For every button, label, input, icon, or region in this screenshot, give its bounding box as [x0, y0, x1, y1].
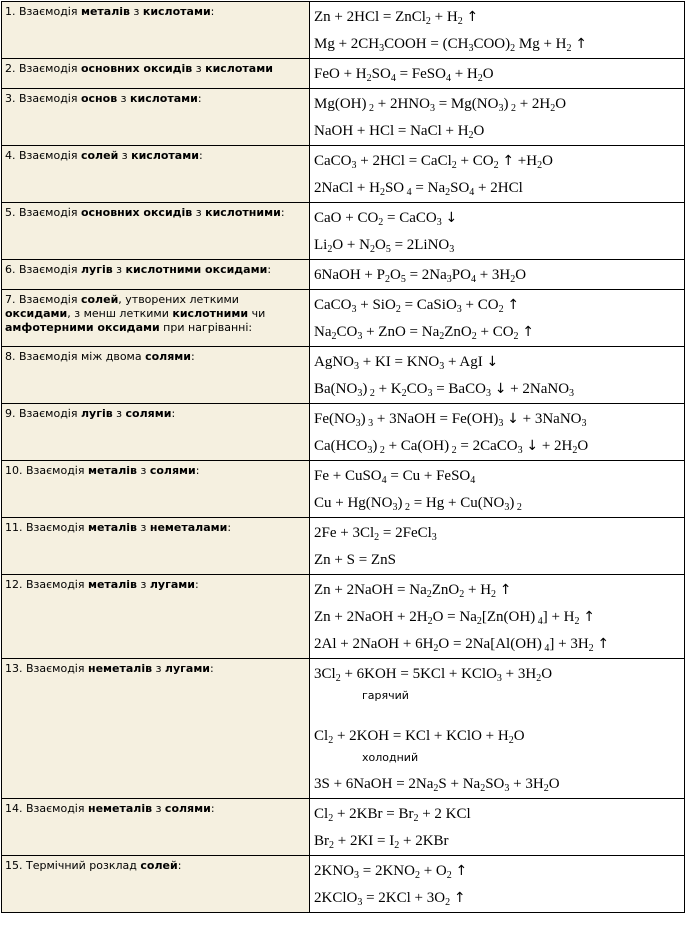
label-text: 9. Взаємодія	[5, 407, 81, 420]
reaction-type-label	[2, 2, 310, 59]
label-text: :	[171, 407, 176, 420]
equation: $Br_2 + 2KI = I_2 + 2KBr$	[314, 833, 449, 851]
label-bold-term: кислотами	[142, 5, 211, 18]
label-bold-term: основ	[80, 92, 118, 105]
label-text: з	[152, 802, 165, 815]
label-bold-term: лугів	[80, 263, 113, 276]
label-text: 6. Взаємодія	[5, 263, 81, 276]
reactions-table-body	[2, 2, 685, 913]
spacer	[314, 709, 680, 723]
equation: 2NaCl + $H_2SO$ $_4 = Na_2SO_4 + 2HCl$	[314, 180, 523, 198]
reaction-type-label	[2, 856, 310, 913]
equations-cell	[310, 659, 685, 799]
label-text: з	[118, 149, 132, 162]
label-bold-term: солей	[80, 149, 119, 162]
gas-arrow-up-icon: ↑	[502, 153, 515, 169]
precipitate-arrow-down-icon: ↓	[494, 381, 507, 397]
label-text: :	[191, 350, 195, 363]
table-row	[2, 575, 685, 659]
label-text: :	[195, 464, 200, 477]
equation: 6NaOH + $P_2O_5 = 2Na_3PO_4 + 3H_2O$	[314, 267, 527, 285]
reaction-type-label	[2, 461, 310, 518]
equation: CaCO$_3$ + 2HCl = CaCl$_2$ + $CO_2$ ↑ $+H_2O$	[314, 153, 553, 171]
equation: $Ba(NO_3) _2 + K_2CO_3$ = BaCO$_3$ ↓ + 2NaNO$_3$	[314, 381, 575, 399]
equation: Fe + CuSO$_4$ = Cu + FeSO$_4$	[314, 468, 476, 486]
table-row	[2, 290, 685, 347]
equations-cell	[310, 518, 685, 575]
equation: $Cl_2 + 2KBr = Br_2 + 2$ KCl	[314, 806, 471, 824]
label-text: 11. Взаємодія	[5, 521, 88, 534]
table-row	[2, 856, 685, 913]
gas-arrow-up-icon: ↑	[597, 636, 610, 652]
table-row	[2, 404, 685, 461]
equations-cell	[310, 89, 685, 146]
gas-arrow-up-icon: ↑	[455, 863, 468, 879]
label-bold-term: солями	[149, 464, 196, 477]
table-row	[2, 89, 685, 146]
equation: NaOH + HCl = NaCl + $H_2O$	[314, 123, 485, 141]
label-bold-term: лугів	[80, 407, 113, 420]
label-bold-term: солями	[164, 802, 211, 815]
equation: Zn + 2NaOH + $2H_2O = Na_2[Zn(OH) _4] + H_2$ ↑	[314, 609, 595, 627]
label-bold-term: неметалів	[87, 662, 153, 675]
label-text: з	[130, 5, 143, 18]
label-text: 13. Взаємодія	[5, 662, 88, 675]
equations-cell	[310, 260, 685, 290]
reaction-type-label	[2, 659, 310, 799]
table-row	[2, 518, 685, 575]
equation: 2Al + 2NaOH + $6H_2O = 2Na[Al(OH) _4] + 3H_2$ ↑	[314, 636, 610, 654]
label-text: чи	[248, 307, 266, 320]
reaction-type-label	[2, 347, 310, 404]
label-text: :	[194, 578, 199, 591]
reaction-type-label	[2, 59, 310, 89]
label-text: :	[280, 206, 285, 219]
label-bold-term: металів	[87, 464, 138, 477]
equations-cell	[310, 203, 685, 260]
label-text: 14. Взаємодія	[5, 802, 88, 815]
label-text: 1. Взаємодія	[5, 5, 81, 18]
equation: $Mg + 2CH_3COOH = (CH_3COO)_2$ $Mg + H_2$ ↑	[314, 36, 587, 54]
label-text: :	[267, 263, 272, 276]
table-row	[2, 146, 685, 203]
reaction-type-label	[2, 404, 310, 461]
equations-cell	[310, 146, 685, 203]
label-bold-term: основних оксидів	[80, 62, 193, 75]
label-text: з	[192, 62, 206, 75]
reaction-type-label	[2, 575, 310, 659]
equations-cell	[310, 290, 685, 347]
equation: $Cl_2 + 2KOH$ = KCl + KClO + $H_2O$	[314, 728, 525, 746]
label-text: 2. Взаємодія	[5, 62, 81, 75]
reaction-type-label	[2, 290, 310, 347]
equations-cell	[310, 404, 685, 461]
equation: 3S + 6NaOH = $2Na_2S + Na_2SO_3 + 3H_2O$	[314, 776, 560, 794]
equation: Mg(OH) $_2 + 2HNO_3 = Mg(NO_3) _2 + 2H_2O$	[314, 96, 567, 114]
label-bold-term: лугами	[164, 662, 211, 675]
label-bold-term: кислотними оксидами	[125, 263, 268, 276]
equations-cell	[310, 461, 685, 518]
label-text: 10. Взаємодія	[5, 464, 88, 477]
table-row	[2, 203, 685, 260]
label-bold-term: кислотами	[130, 92, 198, 105]
equation: $2Fe + 3Cl_2$ = 2FeCl$_3$	[314, 525, 437, 543]
equations-cell	[310, 347, 685, 404]
label-text: з	[137, 464, 150, 477]
table-row	[2, 260, 685, 290]
equations-cell	[310, 575, 685, 659]
equation: $3Cl_2 + 6KOH = 5KCl$ + KClO$_3$ + $3H_2O$	[314, 666, 553, 684]
label-bold-term: металів	[87, 521, 138, 534]
gas-arrow-up-icon: ↑	[466, 9, 479, 25]
label-text: , утворених леткими	[118, 293, 239, 306]
label-bold-term: кислотними	[205, 206, 281, 219]
label-bold-term: солей	[140, 859, 178, 872]
label-text: :	[177, 859, 182, 872]
label-bold-term: кислотними	[172, 307, 249, 320]
table-row	[2, 2, 685, 59]
label-text: :	[227, 521, 232, 534]
reaction-type-label	[2, 260, 310, 290]
label-text: :	[210, 5, 215, 18]
equation: FeO + $H_2SO_4$ = FeSO$_4$ + $H_2O$	[314, 66, 494, 84]
gas-arrow-up-icon: ↑	[575, 36, 587, 52]
equations-cell	[310, 856, 685, 913]
label-text: при нагріванні:	[159, 321, 253, 334]
reaction-type-label	[2, 203, 310, 260]
table-row	[2, 659, 685, 799]
equation: Zn + 2HCl = ZnCl$_2$ + $H_2$ ↑	[314, 9, 479, 27]
equations-cell	[310, 59, 685, 89]
label-text: :	[210, 662, 214, 675]
gas-arrow-up-icon: ↑	[507, 297, 520, 313]
precipitate-arrow-down-icon: ↓	[526, 438, 539, 454]
label-bold-term: неметалами	[149, 521, 228, 534]
equation: 2KClO$_3$ = $2KCl + 3O_2$ ↑	[314, 890, 466, 908]
gas-arrow-up-icon: ↑	[453, 890, 466, 906]
label-bold-term: солей	[80, 293, 119, 306]
label-text: з	[117, 92, 131, 105]
equations-cell	[310, 2, 685, 59]
equation: AgNO$_3$ + KI = $KNO_3$ + AgI ↓	[314, 354, 499, 372]
reaction-type-label	[2, 89, 310, 146]
label-bold-term: металів	[87, 578, 138, 591]
equation: $Li_2O + N_2O_5$ = 2LiNO$_3$	[314, 237, 455, 255]
table-row	[2, 799, 685, 856]
equation: $2KNO_3 = 2KNO_2 + O_2$ ↑	[314, 863, 468, 881]
equation: Zn + S = ZnS	[314, 552, 396, 568]
equation: Zn + 2NaOH = $Na_2ZnO_2 + H_2$ ↑	[314, 582, 512, 600]
reaction-type-label	[2, 518, 310, 575]
gas-arrow-up-icon: ↑	[583, 609, 595, 625]
label-bold-term: основних оксидів	[80, 206, 193, 219]
reaction-type-label	[2, 799, 310, 856]
reactions-table	[1, 1, 685, 913]
label-text: :	[210, 802, 215, 815]
table-row	[2, 347, 685, 404]
label-text: 8. Взаємодія між двома	[5, 350, 146, 363]
label-text: з	[137, 521, 150, 534]
label-text: 12. Взаємодія	[5, 578, 88, 591]
condition-note: холодний	[362, 751, 419, 764]
label-text: з	[112, 263, 126, 276]
equations-cell	[310, 799, 685, 856]
equation: $Cu + Hg(NO_3) _2 = Hg + Cu(NO_3)$ $_2$	[314, 495, 522, 513]
equation: $Na_2CO_3$ + ZnO = $Na_2ZnO_2 + CO_2$ ↑	[314, 324, 535, 342]
label-text: 3. Взаємодія	[5, 92, 81, 105]
reaction-type-label	[2, 146, 310, 203]
label-text: з	[192, 206, 206, 219]
label-bold-term: кислотами	[131, 149, 199, 162]
table-row	[2, 461, 685, 518]
label-bold-term: оксидами	[5, 307, 68, 320]
label-bold-term: солями	[125, 407, 172, 420]
precipitate-arrow-down-icon: ↓	[507, 411, 519, 427]
gas-arrow-up-icon: ↑	[522, 324, 535, 340]
precipitate-arrow-down-icon: ↓	[445, 210, 458, 226]
table-row	[2, 59, 685, 89]
label-text: , з менш леткими	[67, 307, 173, 320]
label-bold-term: металів	[80, 5, 131, 18]
label-text: з	[152, 662, 165, 675]
label-text: 7. Взаємодія	[5, 293, 81, 306]
label-bold-term: кислотами	[205, 62, 273, 75]
precipitate-arrow-down-icon: ↓	[486, 354, 499, 370]
equation: CaCO$_3$ + SiO$_2$ = CaSiO$_3$ + $CO_2$ ↑	[314, 297, 520, 315]
label-bold-term: солями	[145, 350, 191, 363]
label-text: з	[137, 578, 150, 591]
equation: $Ca(HCO_3) _2 + Ca(OH) _2$ = 2CaCO$_3$ ↓ + $2H_2O$	[314, 438, 589, 456]
gas-arrow-up-icon: ↑	[499, 582, 512, 598]
label-text: 15. Термічний розклад	[5, 859, 141, 872]
label-text: з	[112, 407, 126, 420]
equation: CaO + $CO_2$ = CaCO$_3$ ↓	[314, 210, 458, 228]
label-text: :	[198, 149, 203, 162]
label-bold-term: неметалів	[87, 802, 153, 815]
label-bold-term: амфотерними оксидами	[5, 321, 160, 334]
label-text: 5. Взаємодія	[5, 206, 81, 219]
equation: $Fe(NO_3) _3$ + 3NaOH = $Fe(OH)_3$ ↓ + 3NaNO$_3$	[314, 411, 587, 429]
label-bold-term: лугами	[149, 578, 195, 591]
label-text: 4. Взаємодія	[5, 149, 81, 162]
label-text: :	[197, 92, 202, 105]
condition-note: гарячий	[362, 689, 409, 702]
